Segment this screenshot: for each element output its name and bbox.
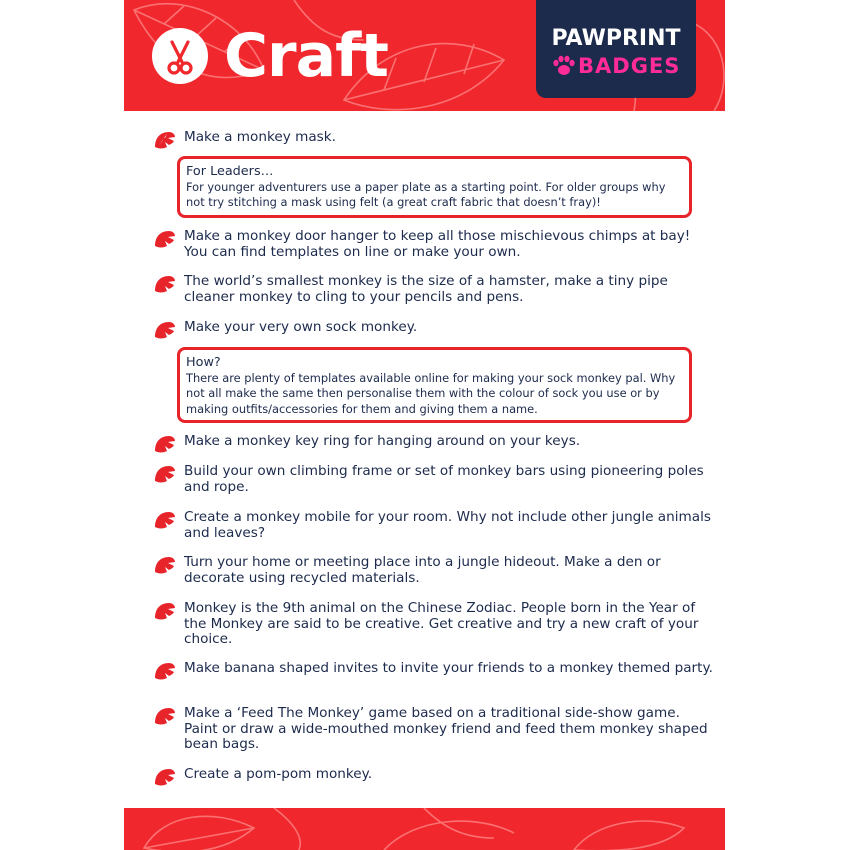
- note-title: How?: [186, 355, 221, 370]
- activity-sheet: [124, 0, 725, 850]
- monstera-leaf-icon: [154, 464, 176, 484]
- monstera-leaf-icon: [154, 601, 176, 621]
- page-title: Craft: [224, 21, 388, 91]
- monstera-leaf-icon: [154, 555, 176, 575]
- monstera-leaf-icon: [154, 434, 176, 454]
- logo-line-2: BADGES: [578, 54, 681, 78]
- leaders-note-box: [177, 156, 692, 218]
- list-item-text: Monkey is the 9th animal on the Chinese Zodiac. People born in the Year of the Monkey are said to be creative. Get creative and try a new craft of your choice.: [184, 600, 699, 647]
- list-item-text: Build your own climbing frame or set of monkey bars using pioneering poles and rope.: [184, 463, 704, 495]
- list-item-text: Create a pom-pom monkey.: [184, 766, 373, 782]
- list-item-text: Make a ‘Feed The Monkey’ game based on a traditional side-show game. Paint or draw a wide-mouthed monkey friend and feed them monkey shaped bean bags.: [184, 705, 708, 752]
- how-note-box: [177, 347, 692, 423]
- monstera-leaf-icon: [154, 661, 176, 681]
- list-item-text: Create a monkey mobile for your room. Why not include other jungle animals and leaves?: [184, 509, 711, 541]
- monstera-leaf-icon: [154, 130, 176, 150]
- list-item-text: Make a monkey key ring for hanging around on your keys.: [184, 433, 581, 449]
- leaf-pattern-decoration: [124, 808, 725, 850]
- footer-banner: [124, 808, 725, 850]
- monstera-leaf-icon: [154, 767, 176, 787]
- monstera-leaf-icon: [154, 229, 176, 249]
- list-item-text: Make your very own sock monkey.: [184, 319, 418, 335]
- list-item-text: Make banana shaped invites to invite your friends to a monkey themed party.: [184, 660, 713, 676]
- monstera-leaf-icon: [154, 510, 176, 530]
- list-item-text: The world’s smallest monkey is the size of a hamster, make a tiny pipe cleaner monkey to cling to your pencils and pens.: [184, 273, 668, 305]
- paw-icon: [552, 55, 576, 77]
- scissors-icon: [152, 28, 208, 84]
- list-item-text: Make a monkey mask.: [184, 129, 336, 145]
- header-banner: [124, 0, 725, 111]
- note-title: For Leaders…: [186, 164, 274, 179]
- scissors-badge: [152, 28, 208, 84]
- monstera-leaf-icon: [154, 320, 176, 340]
- monstera-leaf-icon: [154, 706, 176, 726]
- note-body: For younger adventurers use a paper plate as a starting point. For older groups why not try stitching a mask using felt (a great craft fabric that doesn’t fray)!: [186, 180, 666, 210]
- pawprint-badges-logo: [536, 0, 696, 98]
- list-item-text: Make a monkey door hanger to keep all those mischievous chimps at bay! You can find templates on line or make your own.: [184, 228, 691, 260]
- logo-line-1: PAWPRINT: [551, 26, 681, 51]
- monstera-leaf-icon: [154, 274, 176, 294]
- list-item-text: Turn your home or meeting place into a jungle hideout. Make a den or decorate using recycled materials.: [184, 554, 661, 586]
- note-body: There are plenty of templates available online for making your sock monkey pal. Why not all make the same then personalise them with the colour of sock you use or by making outfits/accessories for them and giving them a name.: [186, 371, 676, 416]
